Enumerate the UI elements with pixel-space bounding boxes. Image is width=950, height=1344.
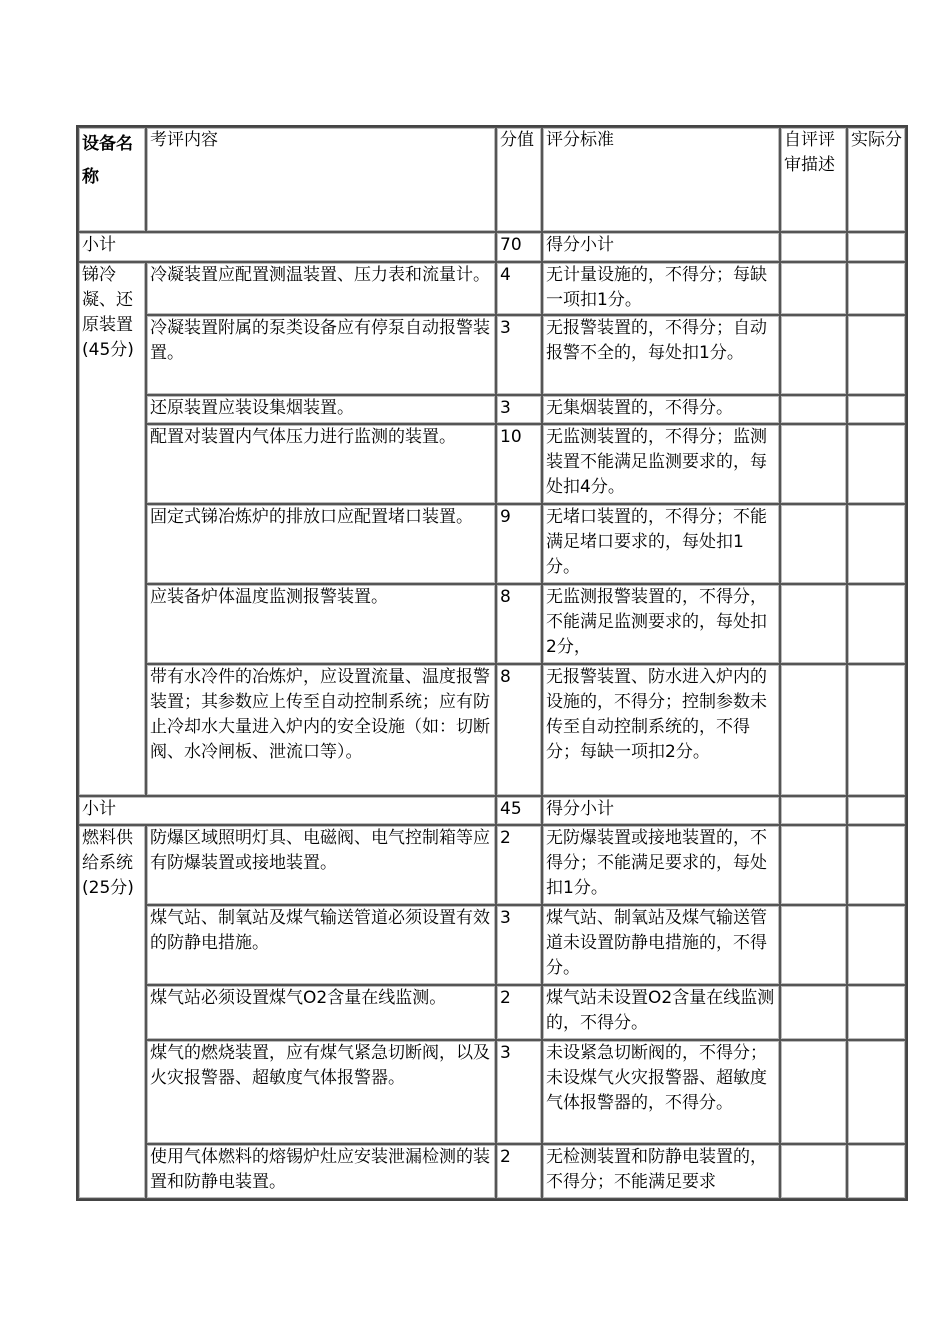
row-self-eval xyxy=(780,395,847,424)
subtotal-score: 45 xyxy=(496,796,542,825)
row-criteria: 无堵口装置的，不得分；不能满足堵口要求的，每处扣1分。 xyxy=(542,504,780,584)
row-actual xyxy=(847,395,906,424)
row-self-eval xyxy=(780,1040,847,1144)
row-self-eval xyxy=(780,315,847,395)
row-self-eval xyxy=(780,424,847,504)
row-criteria: 无检测装置和防静电装置的，不得分；不能满足要求 xyxy=(542,1144,780,1199)
assessment-table xyxy=(76,125,908,1201)
row-score: 10 xyxy=(496,424,542,504)
subtotal-actual xyxy=(847,232,906,262)
subtotal-score: 70 xyxy=(496,232,542,262)
subtotal-self-eval xyxy=(780,796,847,825)
row-score: 3 xyxy=(496,905,542,985)
row-self-eval xyxy=(780,504,847,584)
row-criteria: 煤气站、制氧站及煤气输送管道未设置防静电措施的，不得分。 xyxy=(542,905,780,985)
subtotal-label: 小计 xyxy=(78,232,496,262)
row-criteria: 未设紧急切断阀的，不得分；未设煤气火灾报警器、超敏度气体报警器的，不得分。 xyxy=(542,1040,780,1144)
table-row xyxy=(78,315,906,395)
row-score: 3 xyxy=(496,1040,542,1144)
row-criteria: 煤气站未设置O2含量在线监测的，不得分。 xyxy=(542,985,780,1040)
section-name: 燃料供给系统(25分) xyxy=(78,825,146,1199)
row-content: 煤气站必须设置煤气O2含量在线监测。 xyxy=(146,985,496,1040)
row-score: 9 xyxy=(496,504,542,584)
header-equipment: 设备名称 xyxy=(78,127,146,232)
row-self-eval xyxy=(780,664,847,796)
subtotal-self-eval xyxy=(780,232,847,262)
header-actual: 实际分 xyxy=(847,127,906,232)
row-actual xyxy=(847,664,906,796)
row-actual xyxy=(847,905,906,985)
row-score: 4 xyxy=(496,262,542,315)
header-score: 分值 xyxy=(496,127,542,232)
section-name: 锑冷凝、还原装置(45分) xyxy=(78,262,146,796)
table-row xyxy=(78,1144,906,1199)
subtotal-criteria: 得分小计 xyxy=(542,796,780,825)
header-self-eval: 自评评审描述 xyxy=(780,127,847,232)
row-actual xyxy=(847,1040,906,1144)
row-score: 8 xyxy=(496,584,542,664)
row-content: 带有水冷件的冶炼炉，应设置流量、温度报警装置；其参数应上传至自动控制系统；应有防止冷却水大量进入炉内的安全设施（如：切断阀、水冷闸板、泄流口等）。 xyxy=(146,664,496,796)
subtotal-actual xyxy=(847,796,906,825)
row-criteria: 无计量设施的，不得分；每缺一项扣1分。 xyxy=(542,262,780,315)
subtotal-row xyxy=(78,232,906,262)
table-row xyxy=(78,395,906,424)
header-content: 考评内容 xyxy=(146,127,496,232)
row-score: 3 xyxy=(496,395,542,424)
row-content: 固定式锑冶炼炉的排放口应配置堵口装置。 xyxy=(146,504,496,584)
row-content: 配置对装置内气体压力进行监测的装置。 xyxy=(146,424,496,504)
table-row xyxy=(78,664,906,796)
row-self-eval xyxy=(780,262,847,315)
row-score: 3 xyxy=(496,315,542,395)
row-criteria: 无监测装置的，不得分；监测装置不能满足监测要求的，每处扣4分。 xyxy=(542,424,780,504)
table-row xyxy=(78,985,906,1040)
table-row xyxy=(78,584,906,664)
row-content: 煤气的燃烧装置，应有煤气紧急切断阀，以及火灾报警器、超敏度气体报警器。 xyxy=(146,1040,496,1144)
row-self-eval xyxy=(780,584,847,664)
row-criteria: 无报警装置的，不得分；自动报警不全的，每处扣1分。 xyxy=(542,315,780,395)
row-self-eval xyxy=(780,905,847,985)
header-row xyxy=(78,127,906,232)
row-content: 煤气站、制氧站及煤气输送管道必须设置有效的防静电措施。 xyxy=(146,905,496,985)
header-criteria: 评分标准 xyxy=(542,127,780,232)
row-content: 冷凝装置附属的泵类设备应有停泵自动报警装置。 xyxy=(146,315,496,395)
row-content: 防爆区域照明灯具、电磁阀、电气控制箱等应有防爆装置或接地装置。 xyxy=(146,825,496,905)
subtotal-criteria: 得分小计 xyxy=(542,232,780,262)
subtotal-row xyxy=(78,796,906,825)
table-row xyxy=(78,825,906,905)
row-self-eval xyxy=(780,825,847,905)
row-criteria: 无监测报警装置的，不得分，不能满足监测要求的，每处扣2分， xyxy=(542,584,780,664)
row-criteria: 无集烟装置的，不得分。 xyxy=(542,395,780,424)
row-score: 2 xyxy=(496,1144,542,1199)
row-actual xyxy=(847,1144,906,1199)
row-content: 应装备炉体温度监测报警装置。 xyxy=(146,584,496,664)
row-content: 冷凝装置应配置测温装置、压力表和流量计。 xyxy=(146,262,496,315)
row-actual xyxy=(847,584,906,664)
row-actual xyxy=(847,825,906,905)
table-row xyxy=(78,905,906,985)
row-criteria: 无报警装置、防水进入炉内的设施的，不得分；控制参数未传至自动控制系统的，不得分；每缺一项扣2分。 xyxy=(542,664,780,796)
row-score: 2 xyxy=(496,985,542,1040)
row-content: 还原装置应装设集烟装置。 xyxy=(146,395,496,424)
table-row xyxy=(78,1040,906,1144)
subtotal-label: 小计 xyxy=(78,796,496,825)
row-score: 8 xyxy=(496,664,542,796)
row-actual xyxy=(847,315,906,395)
row-self-eval xyxy=(780,985,847,1040)
row-actual xyxy=(847,985,906,1040)
row-actual xyxy=(847,504,906,584)
table-row xyxy=(78,262,906,315)
row-criteria: 无防爆装置或接地装置的，不得分；不能满足要求的，每处扣1分。 xyxy=(542,825,780,905)
row-score: 2 xyxy=(496,825,542,905)
row-content: 使用气体燃料的熔锡炉灶应安装泄漏检测的装置和防静电装置。 xyxy=(146,1144,496,1199)
table-row xyxy=(78,424,906,504)
row-actual xyxy=(847,424,906,504)
row-actual xyxy=(847,262,906,315)
table-row xyxy=(78,504,906,584)
row-self-eval xyxy=(780,1144,847,1199)
